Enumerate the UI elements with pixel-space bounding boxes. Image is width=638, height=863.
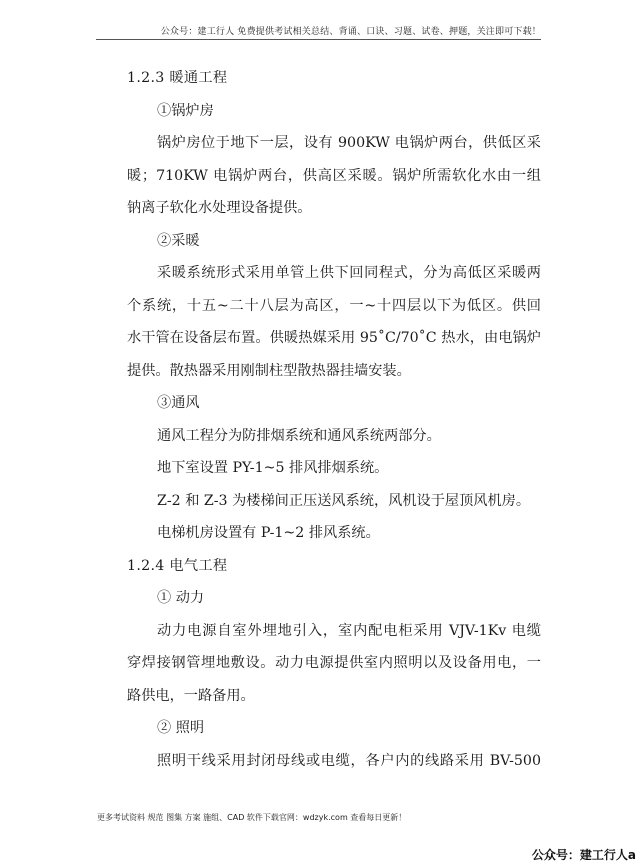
document-body (127, 62, 541, 777)
paragraph-line: 电梯机房设置有 P-1~2 排风系统。 (157, 525, 380, 541)
paragraph-line: 通风工程分为防排烟系统和通风系统两部分。 (157, 427, 441, 444)
paragraph-line: 地下室设置 PY-1~5 排风排烟系统。 (157, 460, 389, 476)
subheading-power: ① 动力 (157, 590, 205, 606)
subheading-ventilation: ③通风 (157, 395, 200, 411)
subheading-heating: ②采暖 (157, 232, 200, 249)
page-footer: 更多考试资料 规范 图集 方案 施组、CAD 软件下载官网：wdzyk.com 查看每日更新！ (97, 813, 407, 822)
subheading-boiler-room: ①锅炉房 (157, 102, 214, 119)
page-header: 公众号：建工行人 免费提供考试相关总结、背诵、口诀、习题、试卷、押题，关注即可下载！ (160, 27, 541, 37)
paragraph-line: 路供电，一路备用。 (127, 687, 255, 704)
paragraph-line: 动力电源自室外埋地引入，室内配电柜采用 VJV-1Kv 电缆 (157, 622, 541, 639)
paragraph-line: 暖；710KW 电锅炉两台，供高区采暖。锅炉所需软化水由一组 (127, 167, 541, 184)
paragraph-line: Z-2 和 Z-3 为楼梯间正压送风系统，风机设于屋顶风机房。 (157, 492, 531, 509)
subheading-lighting: ② 照明 (157, 720, 205, 736)
paragraph-line: 照明干线采用封闭母线或电缆，各户内的线路采用 BV-500 (157, 752, 541, 769)
paragraph-line: 采暖系统形式采用单管上供下回同程式，分为高低区采暖两 (157, 265, 541, 281)
paragraph-line: 钠离子软化水处理设备提供。 (127, 200, 312, 216)
section-heading-hvac: 1.2.3 暖通工程 (127, 70, 228, 86)
watermark: 公众号：建工行人a (531, 848, 636, 862)
paragraph-line: 个系统，十五~二十八层为高区，一~十四层以下为低区。供回 (127, 297, 541, 314)
paragraph-line: 提供。散热器采用刚制柱型散热器挂墙安装。 (127, 362, 411, 379)
header-rule (96, 39, 541, 40)
section-heading-electrical: 1.2.4 电气工程 (127, 557, 228, 574)
paragraph-line: 锅炉房位于地下一层，设有 900KW 电锅炉两台，供低区采 (157, 135, 541, 151)
paragraph-line: 穿焊接钢管埋地敷设。动力电源提供室内照明以及设备用电，一 (127, 655, 541, 671)
paragraph-line: 水干管在设备层布置。供暖热媒采用 95˚C/70˚C 热水，由电锅炉 (127, 330, 541, 346)
